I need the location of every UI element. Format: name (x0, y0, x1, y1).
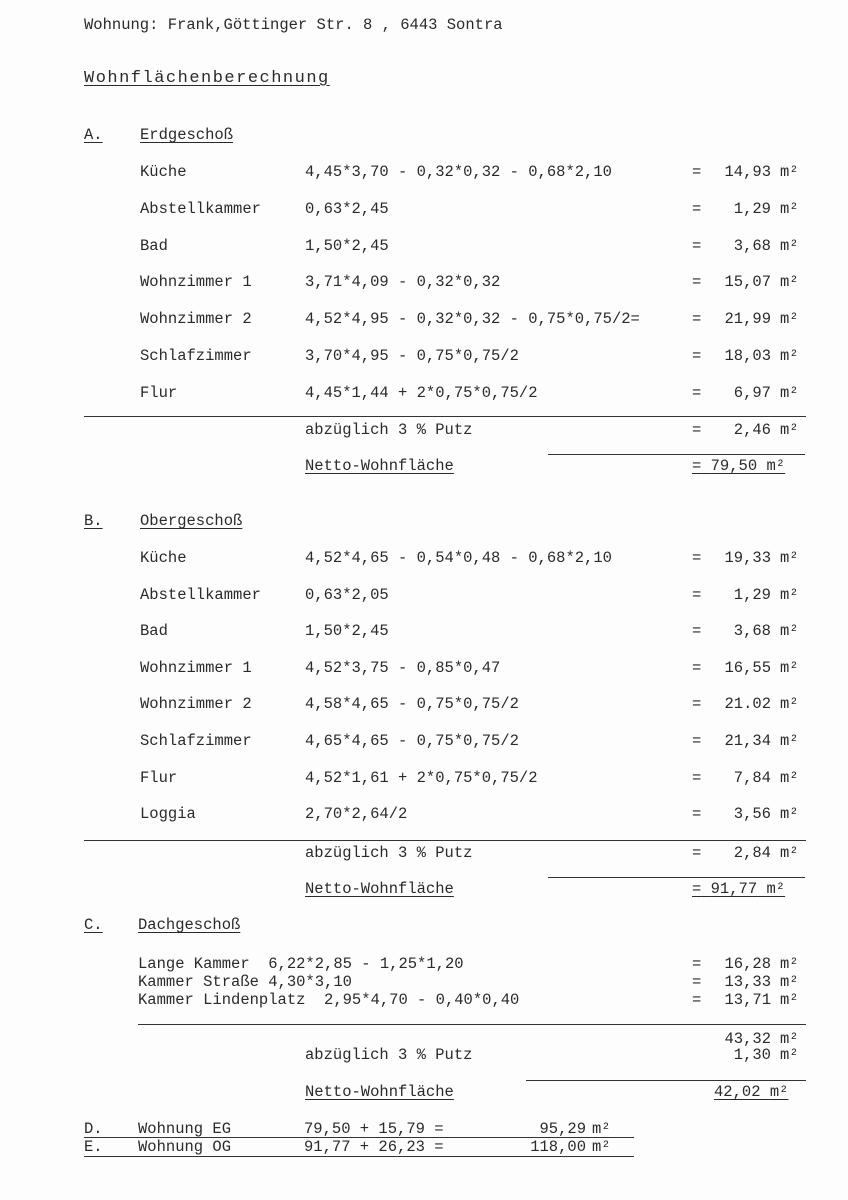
section-b-putz-value: 2,84 (733, 844, 771, 862)
total-e-letter: E. (84, 1138, 103, 1156)
equals-sign: = (692, 347, 702, 365)
equals-sign: = (692, 955, 702, 973)
unit: m² (592, 1138, 611, 1156)
address-header: Wohnung: Frank,Göttinger Str. 8 , 6443 Sontra (84, 16, 503, 34)
section-a-net-line (548, 454, 805, 455)
area-formula: 1,50*2,45 (305, 236, 389, 255)
total-d-value: 95,29 (539, 1120, 586, 1138)
unit: m² (780, 973, 799, 991)
room-name: Bad (140, 622, 168, 641)
section-c-net-label: Netto-Wohnfläche (305, 1083, 454, 1101)
area-formula: 4,52*3,75 - 0,85*0,47 (305, 658, 501, 677)
room-name: Wohnzimmer 2 (140, 695, 252, 714)
equals-sign: = (692, 658, 702, 677)
room-name: Flur (140, 768, 178, 787)
equals-sign: = (692, 973, 702, 991)
unit: m² (780, 622, 799, 641)
unit: m² (780, 695, 799, 714)
room-name: Wohnzimmer 1 (140, 273, 252, 292)
area-value: 3,68 (733, 236, 771, 255)
equals-sign: = (692, 383, 702, 402)
total-e-formula: 91,77 + 26,23 = (304, 1138, 444, 1156)
room-name: Bad (140, 236, 168, 255)
area-value: 3,56 (733, 805, 771, 824)
unit: m² (592, 1120, 611, 1138)
unit: m² (780, 1046, 799, 1064)
unit: m² (780, 658, 799, 677)
area-formula: 0,63*2,05 (305, 585, 389, 604)
section-b-putz-label: abzüglich 3 % Putz (305, 844, 473, 862)
unit: m² (780, 844, 799, 862)
equals-sign: = (692, 236, 702, 255)
area-formula: 4,52*4,95 - 0,32*0,32 - 0,75*0,75/2= (305, 310, 640, 329)
unit: m² (780, 1030, 799, 1048)
unit: m² (780, 310, 799, 329)
unit: m² (780, 421, 799, 439)
equals-sign: = (692, 732, 702, 750)
unit: m² (780, 732, 799, 750)
room-name: Küche (140, 549, 187, 567)
section-c-subtotal: 43,32 (724, 1030, 771, 1048)
room-name: Küche (140, 163, 187, 181)
room-name: Flur (140, 383, 178, 402)
area-value: 21,99 (724, 310, 771, 329)
area-value: 1,29 (733, 585, 771, 604)
total-d-letter: D. (84, 1120, 103, 1138)
room-line: Lange Kammer 6,22*2,85 - 1,25*1,20 (138, 955, 464, 973)
area-value: 7,84 (733, 768, 771, 787)
section-a-divider (84, 416, 806, 417)
section-a-putz-value: 2,46 (733, 421, 771, 439)
equals-sign: = (692, 768, 702, 787)
unit: m² (780, 768, 799, 787)
room-line: Kammer Lindenplatz 2,95*4,70 - 0,40*0,40 (138, 991, 520, 1009)
unit: m² (780, 805, 799, 824)
unit: m² (780, 273, 799, 292)
unit: m² (780, 383, 799, 402)
area-value: 16,55 (724, 658, 771, 677)
equals-sign: = (692, 273, 702, 292)
section-b-net-label: Netto-Wohnfläche (305, 880, 454, 898)
area-formula: 0,63*2,45 (305, 199, 389, 218)
equals-sign: = (692, 991, 702, 1009)
section-a-net-total: = 79,50 m² (692, 457, 786, 475)
section-c-title: Dachgeschoß (138, 916, 241, 934)
equals-sign: = (692, 199, 702, 218)
area-value: 14,93 (724, 163, 771, 181)
unit: m² (780, 549, 799, 567)
area-formula: 3,70*4,95 - 0,75*0,75/2 (305, 347, 519, 365)
total-e-line (84, 1156, 634, 1157)
unit: m² (780, 347, 799, 365)
equals-sign: = (692, 622, 702, 641)
area-value: 19,33 (724, 549, 771, 567)
equals-sign: = (692, 695, 702, 714)
area-formula: 4,58*4,65 - 0,75*0,75/2 (305, 695, 519, 714)
room-name: Wohnzimmer 2 (140, 310, 252, 329)
area-formula: 4,65*4,65 - 0,75*0,75/2 (305, 732, 519, 750)
room-name: Abstellkammer (140, 585, 261, 604)
section-c-letter: C. (84, 916, 103, 934)
unit: m² (780, 199, 799, 218)
equals-sign: = (692, 585, 702, 604)
area-value: 13,71 (724, 991, 771, 1009)
area-formula: 4,45*1,44 + 2*0,75*0,75/2 (305, 383, 538, 402)
section-b-title: Obergeschoß (140, 512, 243, 530)
section-a-title: Erdgeschoß (140, 126, 234, 144)
area-formula: 4,52*4,65 - 0,54*0,48 - 0,68*2,10 (305, 549, 612, 567)
area-value: 21,34 (724, 732, 771, 750)
area-formula: 2,70*2,64/2 (305, 805, 408, 824)
room-name: Abstellkammer (140, 199, 261, 218)
room-name: Schlafzimmer (140, 732, 252, 750)
section-a-putz-label: abzüglich 3 % Putz (305, 421, 473, 439)
room-name: Wohnzimmer 1 (140, 658, 252, 677)
section-c-divider (138, 1024, 806, 1025)
section-b-net-line (548, 877, 805, 878)
total-e-value: 118,00 (530, 1138, 586, 1156)
area-formula: 4,52*1,61 + 2*0,75*0,75/2 (305, 768, 538, 787)
section-c-putz-value: 1,30 (733, 1046, 771, 1064)
equals-sign: = (692, 549, 702, 567)
section-b-letter: B. (84, 512, 103, 530)
section-a-net-label: Netto-Wohnfläche (305, 457, 454, 475)
equals-sign: = (692, 421, 702, 439)
equals-sign: = (692, 805, 702, 824)
area-value: 18,03 (724, 347, 771, 365)
unit: m² (780, 585, 799, 604)
area-formula: 4,45*3,70 - 0,32*0,32 - 0,68*2,10 (305, 163, 612, 181)
area-formula: 1,50*2,45 (305, 622, 389, 641)
area-value: 3,68 (733, 622, 771, 641)
document-title: Wohnflächenberechnung (84, 69, 330, 88)
area-formula: 3,71*4,09 - 0,32*0,32 (305, 273, 501, 292)
section-a-letter: A. (84, 126, 103, 144)
total-e-name: Wohnung OG (138, 1138, 232, 1156)
area-value: 16,28 (724, 955, 771, 973)
room-name: Loggia (140, 805, 196, 824)
total-d-formula: 79,50 + 15,79 = (304, 1120, 444, 1138)
area-value: 13,33 (724, 973, 771, 991)
unit: m² (780, 955, 799, 973)
equals-sign: = (692, 844, 702, 862)
area-value: 6,97 (733, 383, 771, 402)
unit: m² (780, 991, 799, 1009)
unit: m² (780, 236, 799, 255)
section-b-divider (84, 840, 806, 841)
equals-sign: = (692, 310, 702, 329)
unit: m² (780, 163, 799, 181)
area-value: 21.02 (724, 695, 771, 714)
equals-sign: = (692, 163, 702, 181)
area-value: 1,29 (733, 199, 771, 218)
area-value: 15,07 (724, 273, 771, 292)
section-c-net-line (526, 1080, 806, 1081)
room-line: Kammer Straße 4,30*3,10 (138, 973, 352, 991)
section-c-net-total: 42,02 m² (714, 1083, 789, 1101)
section-c-putz-label: abzüglich 3 % Putz (305, 1046, 473, 1064)
room-name: Schlafzimmer (140, 347, 252, 365)
total-d-name: Wohnung EG (138, 1120, 232, 1138)
section-b-net-total: = 91,77 m² (692, 880, 786, 898)
